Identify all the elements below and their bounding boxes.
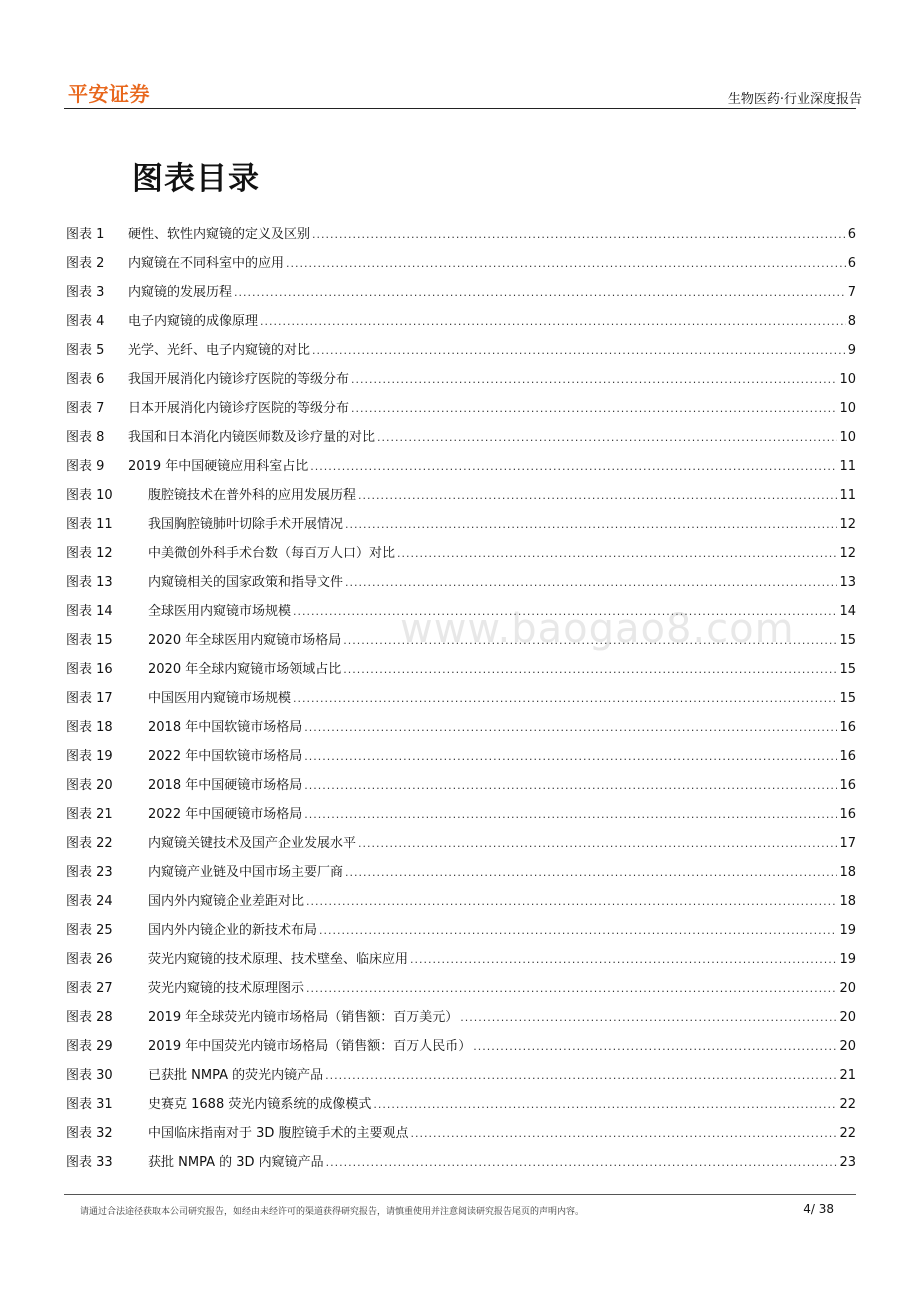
footer-disclaimer: 请通过合法途径获取本公司研究报告，如经由未经许可的渠道获得研究报告，请慎重使用并注意阅读研究报告尾页的声明内容。: [80, 1207, 585, 1217]
toc-entry-title: 获批 NMPA 的 3D 内窥镜产品: [148, 1155, 324, 1170]
toc-entry-label: 图表 6: [66, 372, 105, 387]
toc-leader-dots: [351, 365, 837, 394]
toc-entry[interactable]: [66, 1090, 856, 1119]
report-type-label: 生物医药·行业深度报告: [727, 92, 862, 107]
toc-entry-page: 8: [847, 314, 856, 329]
toc-leader-dots: [373, 1090, 837, 1119]
header-divider: [64, 108, 856, 109]
toc-entry-label: 图表 21: [66, 807, 113, 822]
toc-entry-label: 图表 20: [66, 778, 113, 793]
toc-entry[interactable]: [66, 800, 856, 829]
toc-entry-title: 中国医用内窥镜市场规模: [148, 691, 292, 706]
toc-entry-title: 内窥镜相关的国家政策和指导文件: [148, 575, 344, 590]
toc-leader-dots: [345, 858, 837, 887]
page-title: 图表目录: [132, 161, 260, 197]
toc-entry-title: 2019 年全球荧光内镜市场格局（销售额：百万美元）: [148, 1010, 459, 1025]
toc-entry-page: 20: [839, 981, 856, 996]
toc-entry[interactable]: [66, 423, 856, 452]
toc-entry-title: 光学、光纤、电子内窥镜的对比: [128, 343, 311, 358]
toc-entry-page: 9: [847, 343, 856, 358]
toc-entry[interactable]: [66, 452, 856, 481]
toc-leader-dots: [319, 916, 837, 945]
toc-entry-label: 图表 32: [66, 1126, 113, 1141]
toc-entry-page: 15: [839, 691, 856, 706]
toc-entry-page: 18: [839, 894, 856, 909]
toc-entry-label: 图表 30: [66, 1068, 113, 1083]
toc-entry[interactable]: [66, 829, 856, 858]
toc-entry-label: 图表 16: [66, 662, 113, 677]
toc-entry-page: 20: [839, 1039, 856, 1054]
toc-entry-label: 图表 33: [66, 1155, 113, 1170]
toc-leader-dots: [304, 713, 837, 742]
toc-entry-title: 2019 年中国硬镜应用科室占比: [128, 459, 309, 474]
toc-leader-dots: [304, 742, 837, 771]
toc-entry[interactable]: [66, 394, 856, 423]
page-number: 4/ 38: [803, 1202, 834, 1216]
toc-entry[interactable]: [66, 916, 856, 945]
toc-leader-dots: [312, 336, 846, 365]
toc-entry-title: 我国开展消化内镜诊疗医院的等级分布: [128, 372, 350, 387]
toc-entry[interactable]: [66, 626, 856, 655]
toc-entry-label: 图表 3: [66, 285, 105, 300]
toc-entry[interactable]: [66, 1148, 856, 1177]
toc-entry-page: 12: [839, 546, 856, 561]
toc-entry[interactable]: [66, 974, 856, 1003]
toc-entry-page: 16: [839, 778, 856, 793]
toc-leader-dots: [351, 394, 837, 423]
figure-toc-list: [66, 220, 856, 1177]
toc-entry-title: 已获批 NMPA 的荧光内镜产品: [148, 1068, 324, 1083]
toc-entry-page: 11: [839, 488, 856, 503]
toc-entry-page: 19: [839, 923, 856, 938]
toc-entry[interactable]: [66, 220, 856, 249]
toc-leader-dots: [473, 1032, 837, 1061]
toc-entry-page: 18: [839, 865, 856, 880]
toc-leader-dots: [326, 1148, 838, 1177]
toc-entry-page: 16: [839, 807, 856, 822]
toc-leader-dots: [411, 1119, 838, 1148]
toc-entry[interactable]: [66, 887, 856, 916]
toc-entry-title: 2018 年中国软镜市场格局: [148, 720, 303, 735]
toc-entry-page: 12: [839, 517, 856, 532]
toc-entry-page: 20: [839, 1010, 856, 1025]
toc-leader-dots: [460, 1003, 837, 1032]
toc-entry-title: 史赛克 1688 荧光内镜系统的成像模式: [148, 1097, 372, 1112]
toc-leader-dots: [345, 568, 837, 597]
company-logo: 平安证券: [68, 82, 150, 106]
toc-entry-title: 内窥镜关键技术及国产企业发展水平: [148, 836, 357, 851]
toc-entry-label: 图表 27: [66, 981, 113, 996]
toc-entry-page: 10: [839, 401, 856, 416]
toc-entry-label: 图表 2: [66, 256, 105, 271]
toc-entry-label: 图表 25: [66, 923, 113, 938]
toc-entry-title: 我国和日本消化内镜医师数及诊疗量的对比: [128, 430, 376, 445]
toc-entry-label: 图表 4: [66, 314, 105, 329]
toc-entry-label: 图表 22: [66, 836, 113, 851]
toc-entry[interactable]: [66, 1119, 856, 1148]
toc-entry[interactable]: [66, 278, 856, 307]
toc-entry-title: 2022 年中国硬镜市场格局: [148, 807, 303, 822]
toc-entry-page: 19: [839, 952, 856, 967]
toc-leader-dots: [306, 974, 837, 1003]
toc-entry-page: 6: [847, 227, 856, 242]
toc-entry-label: 图表 11: [66, 517, 113, 532]
toc-entry-title: 中美微创外科手术台数（每百万人口）对比: [148, 546, 396, 561]
toc-entry-label: 图表 1: [66, 227, 105, 242]
toc-entry[interactable]: [66, 655, 856, 684]
toc-leader-dots: [343, 655, 837, 684]
toc-entry[interactable]: [66, 771, 856, 800]
toc-entry-label: 图表 8: [66, 430, 105, 445]
toc-entry-label: 图表 9: [66, 459, 105, 474]
toc-entry-title: 内窥镜产业链及中国市场主要厂商: [148, 865, 344, 880]
toc-entry-label: 图表 15: [66, 633, 113, 648]
toc-entry[interactable]: [66, 481, 856, 510]
toc-entry-page: 21: [839, 1068, 856, 1083]
toc-entry[interactable]: [66, 539, 856, 568]
toc-entry-title: 电子内窥镜的成像原理: [128, 314, 259, 329]
toc-entry-label: 图表 26: [66, 952, 113, 967]
toc-entry-page: 17: [839, 836, 856, 851]
toc-entry[interactable]: [66, 249, 856, 278]
toc-entry-label: 图表 12: [66, 546, 113, 561]
toc-entry[interactable]: [66, 945, 856, 974]
toc-leader-dots: [343, 626, 837, 655]
toc-leader-dots: [310, 452, 837, 481]
toc-entry-page: 15: [839, 633, 856, 648]
toc-entry-page: 13: [839, 575, 856, 590]
toc-entry[interactable]: [66, 713, 856, 742]
toc-leader-dots: [304, 771, 837, 800]
toc-entry[interactable]: [66, 1061, 856, 1090]
toc-entry[interactable]: [66, 510, 856, 539]
toc-entry-page: 11: [839, 459, 856, 474]
footer-divider: [64, 1194, 856, 1195]
toc-leader-dots: [325, 1061, 837, 1090]
toc-leader-dots: [358, 481, 837, 510]
toc-entry-label: 图表 10: [66, 488, 113, 503]
toc-entry-title: 2022 年中国软镜市场格局: [148, 749, 303, 764]
toc-entry[interactable]: [66, 1003, 856, 1032]
toc-entry-title: 荧光内窥镜的技术原理、技术壁垒、临床应用: [148, 952, 409, 967]
toc-entry-title: 2020 年全球内窥镜市场领域占比: [148, 662, 342, 677]
toc-entry-title: 国内外内镜企业的新技术布局: [148, 923, 318, 938]
watermark: www.baogao8.com: [400, 606, 795, 652]
toc-entry-title: 全球医用内窥镜市场规模: [148, 604, 292, 619]
toc-entry-title: 内窥镜在不同科室中的应用: [128, 256, 285, 271]
toc-entry-page: 10: [839, 372, 856, 387]
toc-entry-page: 16: [839, 720, 856, 735]
toc-entry-label: 图表 18: [66, 720, 113, 735]
toc-leader-dots: [397, 539, 837, 568]
toc-entry-page: 22: [839, 1097, 856, 1112]
toc-entry-title: 2019 年中国荧光内镜市场格局（销售额：百万人民币）: [148, 1039, 472, 1054]
toc-entry-title: 2018 年中国硬镜市场格局: [148, 778, 303, 793]
toc-entry[interactable]: [66, 858, 856, 887]
toc-entry-label: 图表 23: [66, 865, 113, 880]
toc-entry-label: 图表 7: [66, 401, 105, 416]
toc-entry-page: 6: [847, 256, 856, 271]
toc-entry-page: 14: [839, 604, 856, 619]
toc-leader-dots: [286, 249, 846, 278]
toc-entry-title: 日本开展消化内镜诊疗医院的等级分布: [128, 401, 350, 416]
toc-entry-page: 7: [847, 285, 856, 300]
toc-entry-title: 我国胸腔镜肺叶切除手术开展情况: [148, 517, 344, 532]
toc-leader-dots: [358, 829, 837, 858]
toc-leader-dots: [306, 887, 837, 916]
toc-entry-title: 硬性、软性内窥镜的定义及区别: [128, 227, 311, 242]
toc-entry[interactable]: [66, 568, 856, 597]
toc-entry-label: 图表 5: [66, 343, 105, 358]
toc-leader-dots: [260, 307, 846, 336]
toc-entry-label: 图表 28: [66, 1010, 113, 1025]
toc-leader-dots: [234, 278, 846, 307]
toc-entry-page: 23: [839, 1155, 856, 1170]
toc-entry-page: 15: [839, 662, 856, 677]
toc-leader-dots: [377, 423, 837, 452]
toc-leader-dots: [304, 800, 837, 829]
toc-entry-label: 图表 19: [66, 749, 113, 764]
toc-leader-dots: [293, 684, 837, 713]
toc-entry[interactable]: [66, 742, 856, 771]
toc-entry-title: 国内外内窥镜企业差距对比: [148, 894, 305, 909]
toc-entry-title: 荧光内窥镜的技术原理图示: [148, 981, 305, 996]
toc-entry-title: 中国临床指南对于 3D 腹腔镜手术的主要观点: [148, 1126, 409, 1141]
toc-entry-label: 图表 24: [66, 894, 113, 909]
toc-entry[interactable]: [66, 365, 856, 394]
toc-entry-label: 图表 29: [66, 1039, 113, 1054]
toc-entry-title: 2020 年全球医用内窥镜市场格局: [148, 633, 342, 648]
toc-entry[interactable]: [66, 1032, 856, 1061]
toc-leader-dots: [312, 220, 846, 249]
toc-entry-title: 内窥镜的发展历程: [128, 285, 233, 300]
toc-entry[interactable]: [66, 597, 856, 626]
toc-entry[interactable]: [66, 684, 856, 713]
toc-entry[interactable]: [66, 307, 856, 336]
toc-entry-page: 22: [839, 1126, 856, 1141]
toc-leader-dots: [293, 597, 837, 626]
toc-entry-label: 图表 14: [66, 604, 113, 619]
toc-leader-dots: [410, 945, 837, 974]
toc-entry-title: 腹腔镜技术在普外科的应用发展历程: [148, 488, 357, 503]
toc-entry[interactable]: [66, 336, 856, 365]
toc-leader-dots: [345, 510, 837, 539]
toc-entry-page: 16: [839, 749, 856, 764]
toc-entry-label: 图表 31: [66, 1097, 113, 1112]
toc-entry-label: 图表 13: [66, 575, 113, 590]
toc-entry-page: 10: [839, 430, 856, 445]
toc-entry-label: 图表 17: [66, 691, 113, 706]
